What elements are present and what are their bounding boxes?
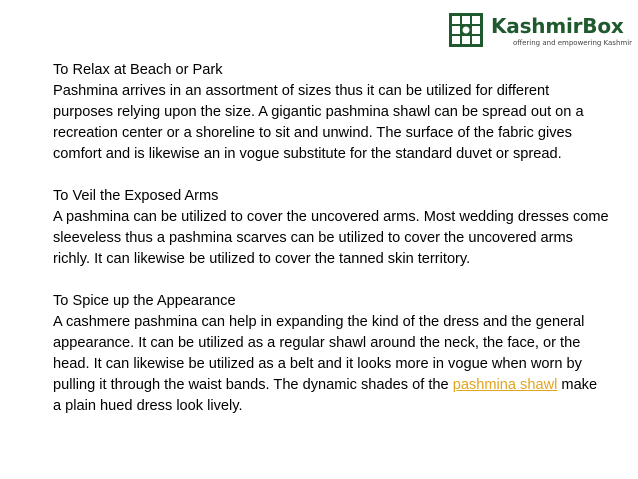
section-body-text-after-link: make a plain hued dress look lively.	[53, 377, 598, 414]
logo-brand-name: KashmirBox	[491, 14, 624, 38]
section-spice	[53, 291, 609, 417]
kashmirbox-logo-icon	[449, 13, 483, 47]
kashmirbox-logo	[449, 13, 633, 51]
section-body: A pashmina can be utilized to cover the uncovered arms. Most wedding dresses come sleeveless thus a pashmina scarves can be utilized to cover the uncovered arms richly. It can likewise be utilized to cover the tanned skin territory.	[53, 209, 609, 267]
article-content	[53, 60, 609, 438]
section-veil	[53, 186, 609, 270]
pashmina-shawl-link[interactable]: pashmina shawl	[452, 377, 558, 393]
section-heading: To Spice up the Appearance	[53, 293, 236, 309]
section-body: Pashmina arrives in an assortment of sizes thus it can be utilized for different purposes relying upon the size. A gigantic pashmina shawl can be spread out on a recreation center or a shoreline to sit and unwind. The surface of the fabric gives comfort and is likewise an in vogue substitute for the standard duvet or spread.	[53, 83, 584, 162]
logo-tagline: offering and empowering Kashmir	[513, 39, 633, 47]
section-heading: To Relax at Beach or Park	[53, 62, 223, 78]
section-relax	[53, 60, 609, 165]
section-body	[53, 312, 609, 417]
section-body-text: A cashmere pashmina can help in expanding the kind of the dress and the general appearance. It can be utilized as a regular shawl around the neck, the face, or the head. It can likewise be utilized as a belt and it looks more in vogue when worn by pulling it through the waist bands. The dynamic shades of the	[53, 314, 585, 393]
section-heading: To Veil the Exposed Arms	[53, 188, 219, 204]
